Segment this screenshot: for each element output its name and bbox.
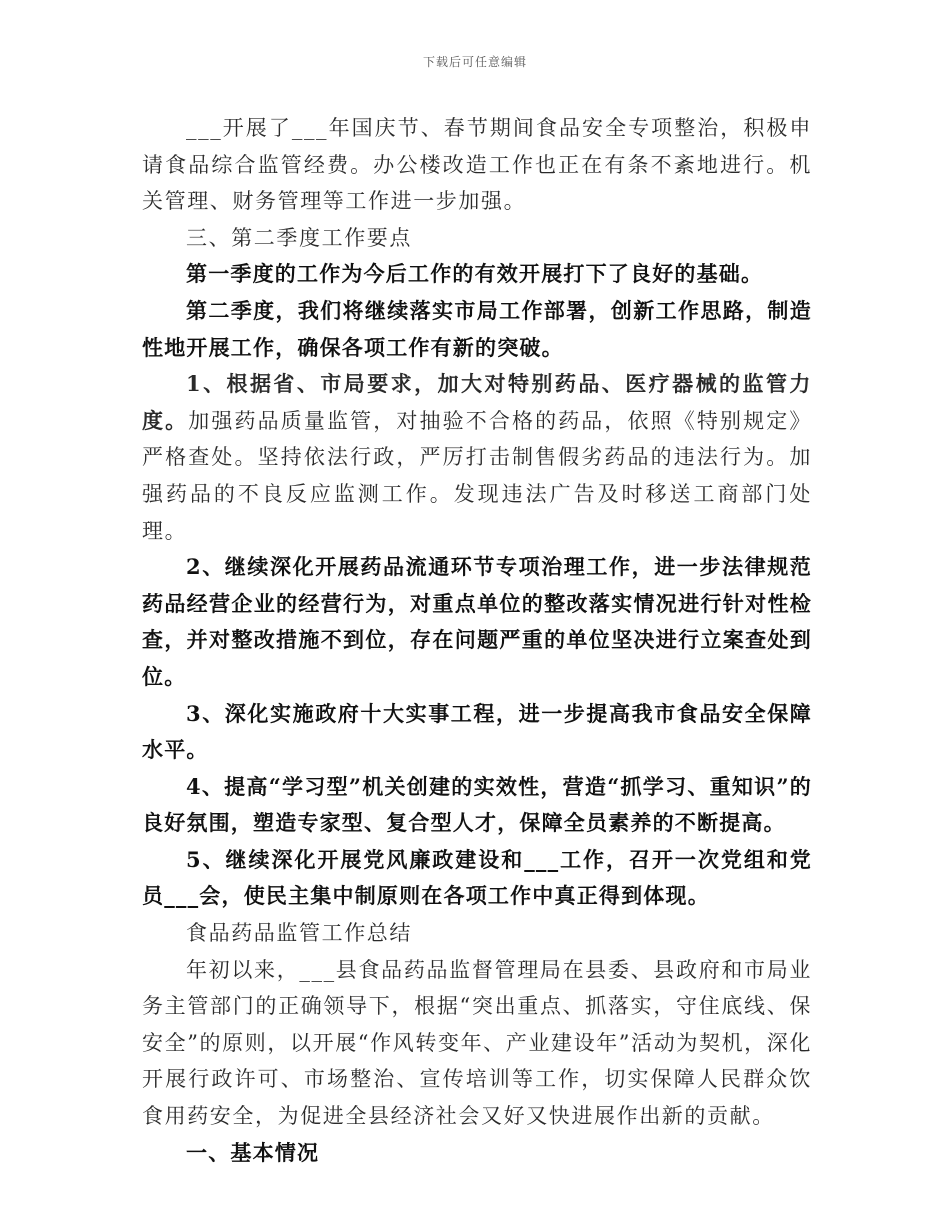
paragraph-item-5-party-building: 5、继续深化开展党风廉政建设和___工作，召开一次党组和党员___会，使民主集中制原则在各项工作中真正得到体现。 — [142, 846, 812, 909]
document-body — [142, 110, 812, 1171]
paragraph-item-1-drug-supervision — [142, 366, 812, 549]
section-heading-basic-situation: 一、基本情况 — [186, 1139, 320, 1165]
item-1-body: 加强药品质量监管，对抽验不合格的药品，依照《特别规定》严格查处。坚持依法行政，严厉打击制售假劣药品的违法行为。加强药品的不良反应监测工作。发现违法广告及时移送工商部门处理。 — [142, 408, 812, 543]
section-heading-q2-key-points: 三、第二季度工作要点 — [186, 225, 412, 250]
paragraph-office-work: ___开展了___年国庆节、春节期间食品安全专项整治，积极申请食品综合监管经费。办公楼改造工作也正在有条不紊地进行。机关管理、财务管理等工作进一步加强。 — [142, 116, 812, 214]
paragraph-item-3-food-safety: 3、深化实施政府十大实事工程，进一步提高我市食品安全保障水平。 — [142, 700, 812, 763]
page-header-caption: 下载后可任意编辑 — [422, 55, 527, 69]
paragraph-q1-foundation: 第一季度的工作为今后工作的有效开展打下了良好的基础。 — [186, 261, 764, 287]
item-1-lead: 1、根据省、市局要求，加大对特别药品、医疗器械的监管力度。 — [142, 371, 812, 433]
paragraph-item-2-circulation: 2、继续深化开展药品流通环节专项治理工作，进一步法律规范药品经营企业的经营行为，对重点单位的整改落实情况进行针对性检查，并对整改措施不到位，存在问题严重的单位坚决进行立案查处到位。 — [142, 554, 812, 689]
paragraph-item-4-learning: 4、提高“学习型”机关创建的实效性，营造“抓学习、重知识”的良好氛围，塑造专家型、复合型人才，保障全员素养的不断提高。 — [142, 773, 812, 836]
section-title-summary: 食品药品监管工作总结 — [186, 921, 412, 946]
paragraph-summary-intro: 年初以来，___县食品药品监督管理局在县委、县政府和市局业务主管部门的正确领导下，根据“突出重点、抓落实，守住底线、保安全”的原则，以开展“作风转变年、产业建设年”活动为契机，深化开展行政许可、市场整治、宣传培训等工作，切实保障人民群众饮食用药安全，为促进全县经济社会又好又快进展作出新的贡献。 — [142, 957, 812, 1129]
paragraph-q2-plan: 第二季度，我们将继续落实市局工作部署，创新工作思路，制造性地开展工作，确保各项工作有新的突破。 — [142, 297, 812, 360]
